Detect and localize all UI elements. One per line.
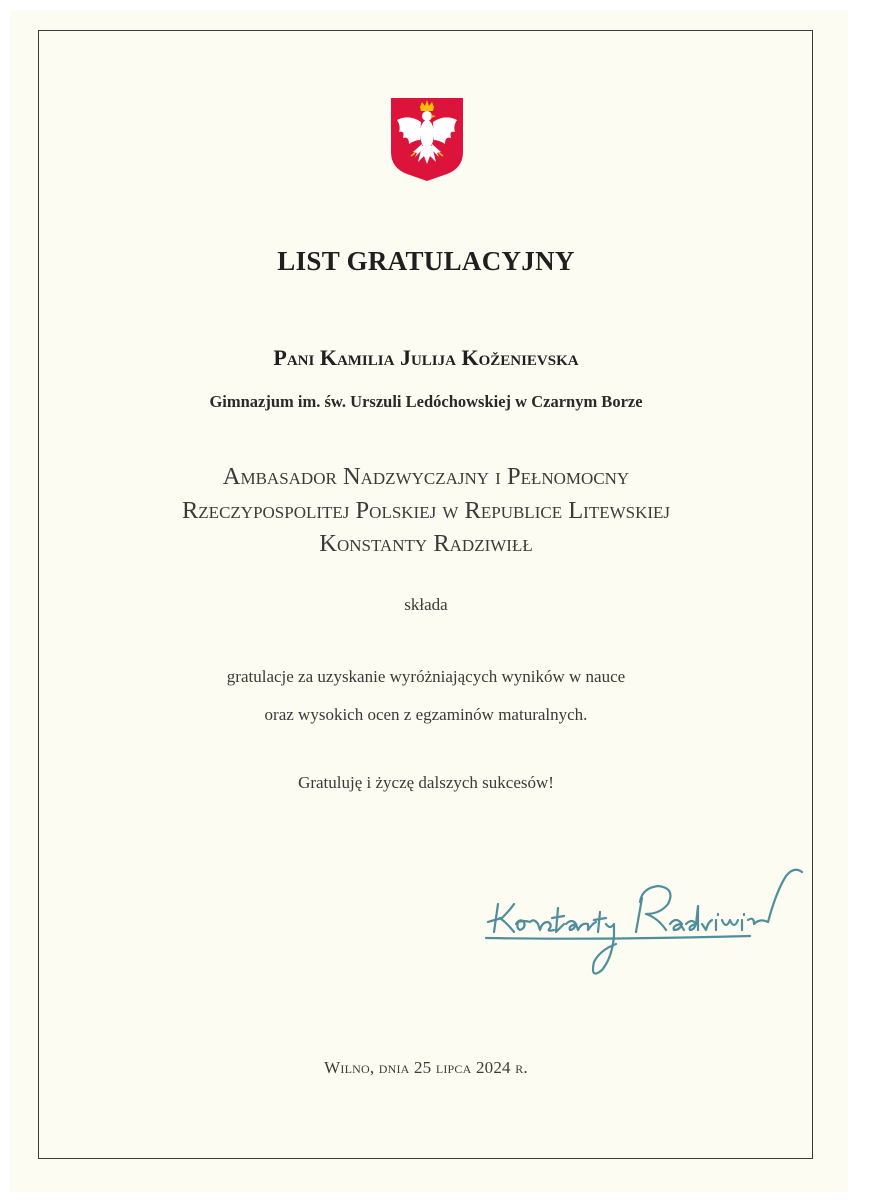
handwritten-signature <box>480 858 806 980</box>
congrats-line-2: oraz wysokich ocen z egzaminów maturalnych. <box>264 705 588 724</box>
document-title: LIST GRATULACYJNY <box>277 246 575 276</box>
ambassador-line-2: Rzeczypospolitej Polskiej w Republice Litewskiej <box>181 497 671 524</box>
place-and-date: Wilno, dnia 25 lipca 2024 r. <box>324 1058 528 1077</box>
sklada-text: składa <box>404 595 448 614</box>
wishes-text: Gratuluję i życzę dalszych sukcesów! <box>298 773 554 792</box>
recipient-name: Pani Kamilia Julija Koženievska <box>273 345 579 370</box>
ambassador-line-3: Konstanty Radziwiłł <box>319 530 533 557</box>
recipient-school: Gimnazjum im. św. Urszuli Ledóchowskiej w Czarnym Borze <box>209 392 643 411</box>
congrats-line-1: gratulacje za uzyskanie wyróżniających wyników w nauce <box>226 667 626 686</box>
ambassador-line-1: Ambasador Nadzwyczajny i Pełnomocny <box>222 463 630 490</box>
polish-eagle-emblem-icon <box>389 96 465 182</box>
